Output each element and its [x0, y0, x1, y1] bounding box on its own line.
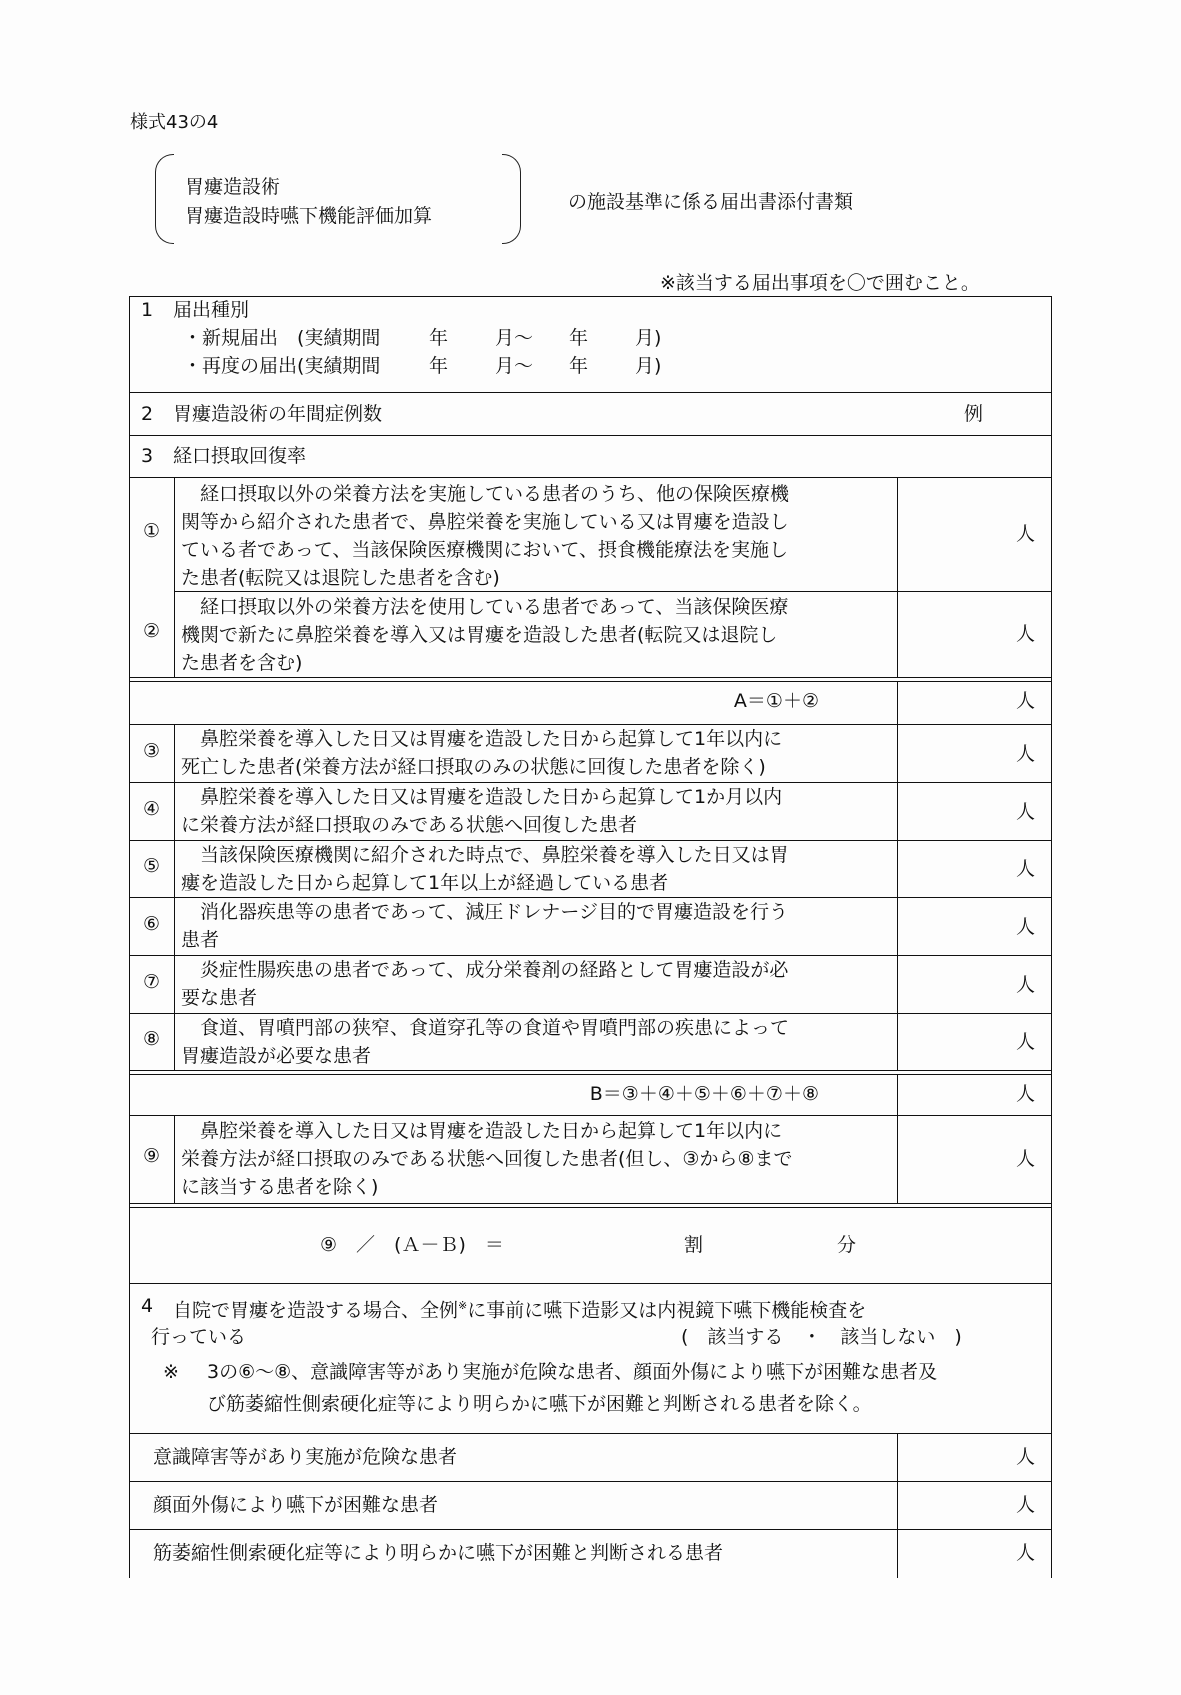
item-mark: ⑨: [142, 1145, 161, 1167]
section1-heading: 届出種別: [173, 299, 250, 321]
row-divider-double: [129, 1203, 1051, 1204]
row-divider: [129, 1529, 1051, 1530]
month-label: 月): [635, 355, 662, 377]
sum-a-formula: A＝①＋②: [733, 690, 819, 712]
section4-line1: [173, 1292, 866, 1324]
item-unit: 人: [1016, 801, 1036, 823]
item-text-line: 要な患者: [181, 987, 258, 1009]
item-text-line: 瘻を造設した日から起算して1年以上が経過している患者: [181, 872, 669, 894]
item-unit: 人: [1016, 1148, 1036, 1170]
item-unit: 人: [1016, 1031, 1036, 1053]
value-column-divider: [897, 1433, 898, 1578]
item-text-line: 死亡した患者(栄養方法が経口摂取のみの状態に回復した患者を除く): [181, 756, 766, 778]
exclusion-row-label: 筋萎縮性側索硬化症等により明らかに嚥下が困難と判断される患者: [153, 1542, 724, 1564]
table-border-left: [129, 296, 130, 1578]
section2-label: 胃瘻造設術の年間症例数: [173, 403, 383, 425]
option-label: ・新規届出 (実績期間: [183, 327, 381, 349]
item-text-line: 鼻腔栄養を導入した日又は胃瘻を造設した日から起算して1か月以内: [181, 786, 783, 808]
item-text-line: た患者を含む): [181, 652, 303, 674]
instruction-note: ※該当する届出事項を〇で囲むこと。: [660, 272, 980, 294]
section3-number: 3: [141, 445, 154, 467]
item-mark: ③: [142, 740, 161, 762]
item-unit: 人: [1016, 523, 1036, 545]
row-divider: [129, 1481, 1051, 1482]
row-divider-double: [129, 1207, 1051, 1208]
item-text-line: 経口摂取以外の栄養方法を実施している患者のうち、他の保険医療機: [181, 483, 790, 505]
item-text-line: 鼻腔栄養を導入した日又は胃瘻を造設した日から起算して1年以内に: [181, 728, 783, 750]
item-text-line: 栄養方法が経口摂取のみである状態へ回復した患者(但し、③から⑧まで: [181, 1148, 793, 1170]
right-bracket: [502, 154, 521, 244]
table-border-top: [129, 296, 1051, 297]
row-divider: [129, 1433, 1051, 1434]
exclusion-row-unit: 人: [1016, 1446, 1036, 1468]
item-text-line: 炎症性腸疾患の患者であって、成分栄養剤の経路として胃瘻造設が必: [181, 959, 789, 981]
row-divider: [129, 435, 1051, 436]
item-mark: ⑥: [142, 913, 161, 935]
mark-column-divider: [174, 724, 175, 1070]
item-mark: ①: [142, 520, 161, 542]
exclusion-row-label: 顔面外傷により嚥下が困難な患者: [153, 1494, 439, 1516]
section4-number: 4: [141, 1295, 154, 1317]
item-text-line: 患者: [181, 929, 220, 951]
item-unit: 人: [1016, 623, 1036, 645]
row-divider-double: [129, 1074, 1051, 1075]
section4-text: 自院で胃瘻を造設する場合、全例: [173, 1299, 459, 1322]
year-label: 年: [429, 355, 449, 377]
note-line-2: び筋萎縮性側索硬化症等により明らかに嚥下が困難と判断される患者を除く。: [207, 1393, 872, 1415]
row-divider: [129, 1115, 1051, 1116]
item-text-line: 当該保険医療機関に紹介された時点で、鼻腔栄養を導入した日又は胃: [181, 844, 789, 866]
row-divider: [129, 1283, 1051, 1284]
item-mark: ⑤: [142, 855, 161, 877]
left-bracket: [155, 154, 174, 244]
value-column-divider: [897, 477, 898, 677]
ratio-formula: ⑨ ／ (Ａ－Ｂ) ＝: [320, 1234, 504, 1256]
item-text-line: に栄養方法が経口摂取のみである状態へ回復した患者: [181, 814, 638, 836]
item-text-line: ている者であって、当該保険医療機関において、摂食機能療法を実施し: [181, 539, 789, 561]
item-text-line: 鼻腔栄養を導入した日又は胃瘻を造設した日から起算して1年以内に: [181, 1120, 783, 1142]
item-text-line: た患者(転院又は退院した患者を含む): [181, 567, 500, 589]
exclusion-row-label: 意識障害等があり実施が危険な患者: [153, 1446, 458, 1468]
note-mark: ※: [163, 1361, 179, 1383]
month-label: 月～: [495, 355, 534, 377]
item-mark: ⑦: [142, 971, 161, 993]
title-line-1: 胃瘻造設術: [185, 176, 281, 198]
section2-number: 2: [141, 403, 154, 425]
form-number: 様式43の4: [130, 112, 219, 133]
title-suffix: の施設基準に係る届出書添付書類: [568, 191, 854, 213]
table-border-right: [1051, 296, 1052, 1578]
item-unit: 人: [1016, 916, 1036, 938]
form-table: [129, 296, 1051, 1578]
section4-line2: 行っている: [151, 1326, 247, 1348]
month-label: 月～: [495, 327, 534, 349]
item-mark: ②: [142, 620, 161, 642]
ratio-bu-unit: 分: [837, 1234, 857, 1256]
row-divider-double: [129, 681, 1051, 682]
footnote-mark: ※: [458, 1299, 468, 1312]
item-unit: 人: [1016, 743, 1036, 765]
value-column-divider: [897, 1074, 898, 1203]
exclusion-row-unit: 人: [1016, 1494, 1036, 1516]
note-line-1: 3の⑥～⑧、意識障害等があり実施が危険な患者、顔面外傷により嚥下が困難な患者及: [207, 1361, 938, 1383]
section2-unit: 例: [964, 403, 984, 425]
applicable-choice[interactable]: ( 該当する ・ 該当しない ): [681, 1326, 962, 1348]
item-text-line: 消化器疾患等の患者であって、減圧ドレナージ目的で胃瘻造設を行う: [181, 901, 789, 923]
option-label: ・再度の届出(実績期間: [183, 355, 381, 377]
value-column-divider: [897, 681, 898, 1070]
section1-number: 1: [141, 299, 154, 321]
mark-column-divider: [174, 1115, 175, 1203]
row-divider-double: [129, 1070, 1051, 1071]
sum-a-unit: 人: [1016, 690, 1036, 712]
item-text-line: 食道、胃噴門部の狭窄、食道穿孔等の食道や胃噴門部の疾患によって: [181, 1017, 790, 1039]
row-divider-double: [129, 677, 1051, 678]
title-line-2: 胃瘻造設時嚥下機能評価加算: [185, 205, 433, 227]
row-divider: [129, 392, 1051, 393]
item-text-line: 機関で新たに鼻腔栄養を導入又は胃瘻を造設した患者(転院又は退院し: [181, 624, 778, 646]
section3-label: 経口摂取回復率: [173, 445, 307, 467]
item-unit: 人: [1016, 974, 1036, 996]
section4-text: に事前に嚥下造影又は内視鏡下嚥下機能検査を: [467, 1299, 867, 1322]
exclusion-row-unit: 人: [1016, 1542, 1036, 1564]
sum-b-unit: 人: [1016, 1083, 1036, 1105]
item-text-line: 胃瘻造設が必要な患者: [181, 1045, 372, 1067]
year-label: 年: [429, 327, 449, 349]
item-text-line: 経口摂取以外の栄養方法を使用している患者であって、当該保険医療: [181, 596, 789, 618]
month-label: 月): [635, 327, 662, 349]
sum-b-formula: B＝③＋④＋⑤＋⑥＋⑦＋⑧: [589, 1083, 819, 1105]
row-divider: [129, 477, 1051, 478]
mark-column-divider: [174, 477, 175, 677]
year-label: 年: [569, 355, 589, 377]
year-label: 年: [569, 327, 589, 349]
item-text-line: 関等から紹介された患者で、鼻腔栄養を実施している又は胃瘻を造設し: [181, 511, 789, 533]
item-mark: ⑧: [142, 1028, 161, 1050]
item-mark: ④: [142, 798, 161, 820]
ratio-wari-unit: 割: [684, 1234, 704, 1256]
item-text-line: に該当する患者を除く): [181, 1176, 379, 1198]
item-unit: 人: [1016, 858, 1036, 880]
